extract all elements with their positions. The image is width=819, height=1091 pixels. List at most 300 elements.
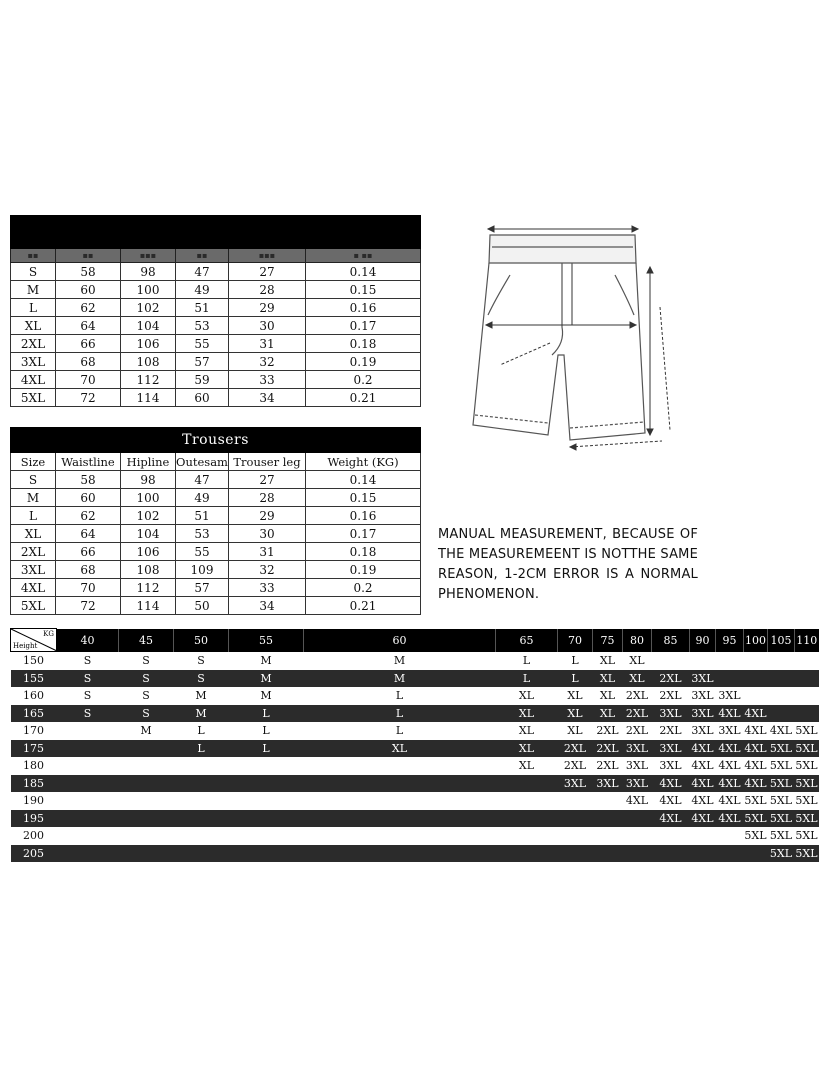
weight-header: 80 xyxy=(623,629,652,652)
size-cell: L xyxy=(558,670,593,688)
size-cell xyxy=(593,845,623,863)
table-cell: 27 xyxy=(229,263,306,281)
weight-header: 85 xyxy=(652,629,690,652)
size-cell: 3XL xyxy=(690,722,716,740)
table-cell: 0.2 xyxy=(306,579,421,597)
table-row xyxy=(11,705,819,723)
table-cell: 0.18 xyxy=(306,335,421,353)
table-cell: S xyxy=(11,471,56,489)
height-cell: 170 xyxy=(11,722,57,740)
table-cell: 0.15 xyxy=(306,489,421,507)
size-cell xyxy=(496,845,558,863)
table-cell: 60 xyxy=(56,489,121,507)
table-cell: 0.19 xyxy=(306,353,421,371)
size-cell xyxy=(795,670,819,688)
table-cell: 104 xyxy=(121,317,176,335)
size-cell: 4XL xyxy=(652,792,690,810)
table-row xyxy=(11,281,421,299)
height-cell: 155 xyxy=(11,670,57,688)
size-cell: XL xyxy=(623,670,652,688)
size-cell: 2XL xyxy=(623,705,652,723)
weight-header: 65 xyxy=(496,629,558,652)
table-cell: 114 xyxy=(121,597,176,615)
table-cell: 0.16 xyxy=(306,299,421,317)
size-cell xyxy=(57,827,119,845)
table-cell: 72 xyxy=(56,389,121,407)
table-cell: 70 xyxy=(56,579,121,597)
table-band xyxy=(11,216,421,249)
table-row xyxy=(11,722,819,740)
table-cell: 0.19 xyxy=(306,561,421,579)
size-cell xyxy=(174,810,229,828)
table-cell: 100 xyxy=(121,489,176,507)
size-cell: 4XL xyxy=(690,740,716,758)
table-title: Trousers xyxy=(11,428,421,453)
size-cell xyxy=(744,652,768,670)
table-title-row xyxy=(11,428,421,453)
table-cell: 5XL xyxy=(11,597,56,615)
table-row xyxy=(11,371,421,389)
size-cell: S xyxy=(57,652,119,670)
size-cell xyxy=(57,792,119,810)
table-cell: 51 xyxy=(176,507,229,525)
size-cell: M xyxy=(174,687,229,705)
table-row xyxy=(11,561,421,579)
size-cell: 4XL xyxy=(690,775,716,793)
weight-header: 60 xyxy=(304,629,496,652)
size-cell: 5XL xyxy=(795,827,819,845)
table-cell: 68 xyxy=(56,353,121,371)
table-cell: 28 xyxy=(229,489,306,507)
weight-header: 90 xyxy=(690,629,716,652)
size-cell: 3XL xyxy=(690,670,716,688)
size-cell: 4XL xyxy=(768,722,795,740)
size-cell xyxy=(229,792,304,810)
table-cell: 58 xyxy=(56,263,121,281)
size-cell: S xyxy=(174,652,229,670)
size-table-top xyxy=(10,215,421,407)
table-cell: XL xyxy=(11,525,56,543)
table-cell: 4XL xyxy=(11,579,56,597)
table-cell: 62 xyxy=(56,299,121,317)
size-cell: S xyxy=(119,670,174,688)
table-row xyxy=(11,543,421,561)
size-cell: XL xyxy=(593,687,623,705)
height-cell: 180 xyxy=(11,757,57,775)
size-cell: 4XL xyxy=(690,810,716,828)
table-cell: 109 xyxy=(176,561,229,579)
table-cell: 70 xyxy=(56,371,121,389)
size-cell xyxy=(593,827,623,845)
size-cell: 4XL xyxy=(716,792,744,810)
table-row xyxy=(11,740,819,758)
size-cell xyxy=(623,845,652,863)
size-cell xyxy=(744,670,768,688)
size-cell xyxy=(174,757,229,775)
size-cell xyxy=(496,827,558,845)
size-cell: 5XL xyxy=(795,722,819,740)
size-cell: 5XL xyxy=(795,810,819,828)
size-cell xyxy=(768,687,795,705)
size-cell xyxy=(623,810,652,828)
table-cell: 57 xyxy=(176,353,229,371)
size-cell: L xyxy=(229,740,304,758)
size-cell: 4XL xyxy=(690,792,716,810)
size-cell: 4XL xyxy=(716,705,744,723)
table-row xyxy=(11,775,819,793)
height-cell: 195 xyxy=(11,810,57,828)
size-cell: XL xyxy=(496,687,558,705)
table-header-row: ▪▪ ▪▪ ▪▪▪ ▪▪ ▪▪▪ ▪ ▪▪ xyxy=(11,249,421,263)
size-cell xyxy=(174,775,229,793)
size-cell: 5XL xyxy=(744,792,768,810)
table-cell: 0.16 xyxy=(306,507,421,525)
table-row xyxy=(11,317,421,335)
table-cell: 34 xyxy=(229,597,306,615)
size-cell: 4XL xyxy=(690,757,716,775)
size-cell xyxy=(174,845,229,863)
height-cell: 190 xyxy=(11,792,57,810)
size-cell: XL xyxy=(593,705,623,723)
size-cell: XL xyxy=(558,705,593,723)
size-cell: 4XL xyxy=(716,757,744,775)
size-cell xyxy=(229,775,304,793)
table-cell: 66 xyxy=(56,335,121,353)
size-cell xyxy=(229,845,304,863)
table-header-row xyxy=(11,629,819,652)
size-cell: 2XL xyxy=(593,740,623,758)
table-cell: 112 xyxy=(121,579,176,597)
trousers-size-table xyxy=(10,427,421,615)
size-cell: 4XL xyxy=(744,757,768,775)
size-cell: 4XL xyxy=(716,810,744,828)
shorts-measurement-diagram xyxy=(440,215,785,510)
height-cell: 160 xyxy=(11,687,57,705)
size-cell: 5XL xyxy=(795,757,819,775)
height-cell: 150 xyxy=(11,652,57,670)
size-cell: 4XL xyxy=(652,775,690,793)
weight-header: 105 xyxy=(768,629,795,652)
table-cell: 32 xyxy=(229,353,306,371)
table-cell: 53 xyxy=(176,525,229,543)
height-cell: 205 xyxy=(11,845,57,863)
table-row xyxy=(11,757,819,775)
size-cell: 2XL xyxy=(623,722,652,740)
table-cell: 0.21 xyxy=(306,389,421,407)
size-cell: 4XL xyxy=(744,705,768,723)
table-cell: 2XL xyxy=(11,335,56,353)
size-cell xyxy=(558,827,593,845)
size-cell: M xyxy=(174,705,229,723)
table-cell: 57 xyxy=(176,579,229,597)
size-cell: 5XL xyxy=(795,775,819,793)
size-cell: 3XL xyxy=(690,705,716,723)
size-cell: 4XL xyxy=(623,792,652,810)
size-cell xyxy=(716,827,744,845)
table-cell: 31 xyxy=(229,543,306,561)
table-cell: 51 xyxy=(176,299,229,317)
size-cell: 2XL xyxy=(558,757,593,775)
size-cell: L xyxy=(174,722,229,740)
size-cell: XL xyxy=(593,652,623,670)
table-cell: 102 xyxy=(121,299,176,317)
size-cell xyxy=(229,810,304,828)
table-cell: L xyxy=(11,507,56,525)
size-cell: M xyxy=(304,670,496,688)
size-cell xyxy=(57,722,119,740)
size-cell: 3XL xyxy=(623,740,652,758)
size-cell xyxy=(174,827,229,845)
size-cell xyxy=(119,827,174,845)
size-cell: L xyxy=(304,687,496,705)
size-cell xyxy=(119,740,174,758)
size-cell xyxy=(496,792,558,810)
column-header: Waistline xyxy=(56,453,121,471)
corner-kg-label: KG xyxy=(43,630,54,638)
size-cell: 3XL xyxy=(558,775,593,793)
size-cell: XL xyxy=(593,670,623,688)
table-cell: S xyxy=(11,263,56,281)
table-cell: 114 xyxy=(121,389,176,407)
size-cell: 5XL xyxy=(768,792,795,810)
size-cell: 3XL xyxy=(716,687,744,705)
size-cell: 5XL xyxy=(768,775,795,793)
size-cell xyxy=(57,810,119,828)
size-cell: L xyxy=(229,705,304,723)
size-cell xyxy=(690,652,716,670)
table-cell: 29 xyxy=(229,299,306,317)
table-row xyxy=(11,471,421,489)
size-cell: XL xyxy=(623,652,652,670)
measurement-note: MANUAL MEASUREMENT, BECAUSE OF THE MEASUREMEENT IS NOTTHE SAME REASON, 1-2CM ERROR IS A NORMAL PHENOMENON. xyxy=(438,527,698,602)
size-cell xyxy=(795,687,819,705)
table-cell: 0.18 xyxy=(306,543,421,561)
table-cell: 104 xyxy=(121,525,176,543)
size-cell: S xyxy=(174,670,229,688)
size-cell xyxy=(174,792,229,810)
size-cell xyxy=(229,827,304,845)
table-cell: 106 xyxy=(121,543,176,561)
height-cell: 165 xyxy=(11,705,57,723)
corner-height-label: Height xyxy=(13,642,38,650)
table-cell: 98 xyxy=(121,263,176,281)
size-cell xyxy=(229,757,304,775)
size-cell: L xyxy=(496,652,558,670)
table-cell: 0.17 xyxy=(306,317,421,335)
size-cell: 2XL xyxy=(593,757,623,775)
size-cell: XL xyxy=(496,722,558,740)
size-cell: 5XL xyxy=(744,827,768,845)
size-cell: L xyxy=(496,670,558,688)
table-row xyxy=(11,670,819,688)
size-cell xyxy=(119,810,174,828)
table-row xyxy=(11,263,421,281)
size-cell: 3XL xyxy=(690,687,716,705)
size-cell: M xyxy=(119,722,174,740)
table-row xyxy=(11,845,819,863)
weight-header: 70 xyxy=(558,629,593,652)
table-row xyxy=(11,299,421,317)
column-header: Trouser leg xyxy=(229,453,306,471)
size-cell xyxy=(716,652,744,670)
table-row xyxy=(11,827,819,845)
size-cell: 2XL xyxy=(623,687,652,705)
table-row xyxy=(11,810,819,828)
table-cell: 0.21 xyxy=(306,597,421,615)
size-cell: S xyxy=(57,670,119,688)
height-cell: 200 xyxy=(11,827,57,845)
size-cell: XL xyxy=(558,722,593,740)
size-cell: 2XL xyxy=(593,722,623,740)
table-row xyxy=(11,597,421,615)
size-cell: 5XL xyxy=(744,810,768,828)
size-cell: 4XL xyxy=(716,740,744,758)
table-cell: M xyxy=(11,489,56,507)
table-cell: 50 xyxy=(176,597,229,615)
size-cell xyxy=(496,810,558,828)
size-cell xyxy=(593,810,623,828)
table-cell: 49 xyxy=(176,489,229,507)
corner-cell xyxy=(11,629,57,652)
size-cell xyxy=(119,792,174,810)
size-cell xyxy=(119,757,174,775)
size-cell: 5XL xyxy=(768,740,795,758)
table-cell: 32 xyxy=(229,561,306,579)
table-cell: 0.14 xyxy=(306,471,421,489)
table-cell: 4XL xyxy=(11,371,56,389)
size-cell: 2XL xyxy=(558,740,593,758)
size-cell xyxy=(593,792,623,810)
size-cell: 3XL xyxy=(652,705,690,723)
table-cell: 0.15 xyxy=(306,281,421,299)
size-cell: 3XL xyxy=(652,740,690,758)
size-cell xyxy=(795,705,819,723)
size-cell xyxy=(304,810,496,828)
table-cell: 33 xyxy=(229,579,306,597)
table-cell: 62 xyxy=(56,507,121,525)
table-row xyxy=(11,489,421,507)
table-row xyxy=(11,687,819,705)
table-cell: 3XL xyxy=(11,561,56,579)
table-cell: 60 xyxy=(56,281,121,299)
size-cell xyxy=(119,775,174,793)
table-cell: 30 xyxy=(229,317,306,335)
size-cell xyxy=(57,740,119,758)
size-cell: 5XL xyxy=(768,757,795,775)
table-cell: 102 xyxy=(121,507,176,525)
size-cell: M xyxy=(229,670,304,688)
table-row xyxy=(11,507,421,525)
size-cell xyxy=(716,845,744,863)
size-cell xyxy=(795,652,819,670)
weight-header: 100 xyxy=(744,629,768,652)
size-cell: 5XL xyxy=(795,845,819,863)
size-cell: 2XL xyxy=(652,722,690,740)
height-cell: 175 xyxy=(11,740,57,758)
table-cell: 64 xyxy=(56,525,121,543)
size-cell xyxy=(744,845,768,863)
table-row xyxy=(11,353,421,371)
column-header: Outesam xyxy=(176,454,228,469)
height-weight-size-chart xyxy=(10,628,819,862)
size-cell xyxy=(716,670,744,688)
weight-header: 95 xyxy=(716,629,744,652)
table-row xyxy=(11,389,421,407)
size-cell: M xyxy=(229,687,304,705)
table-cell: 34 xyxy=(229,389,306,407)
table-cell: 47 xyxy=(176,471,229,489)
table-cell: 0.17 xyxy=(306,525,421,543)
size-cell xyxy=(119,845,174,863)
table-cell: 68 xyxy=(56,561,121,579)
column-header: Size xyxy=(11,453,56,471)
table-cell: XL xyxy=(11,317,56,335)
table-cell: 58 xyxy=(56,471,121,489)
size-cell: 4XL xyxy=(744,722,768,740)
size-cell: L xyxy=(304,705,496,723)
size-cell xyxy=(558,792,593,810)
table-cell: 55 xyxy=(176,335,229,353)
table-cell: 53 xyxy=(176,317,229,335)
size-cell xyxy=(652,827,690,845)
size-cell: 5XL xyxy=(768,810,795,828)
weight-header: 55 xyxy=(229,629,304,652)
table-cell: 49 xyxy=(176,281,229,299)
size-cell: XL xyxy=(558,687,593,705)
size-cell: 4XL xyxy=(744,740,768,758)
size-cell: 2XL xyxy=(652,670,690,688)
table-cell: 47 xyxy=(176,263,229,281)
table-cell: 33 xyxy=(229,371,306,389)
size-cell xyxy=(768,652,795,670)
weight-header: 40 xyxy=(57,629,119,652)
size-cell xyxy=(558,845,593,863)
table-cell: 0.2 xyxy=(306,371,421,389)
size-cell xyxy=(57,757,119,775)
table-row xyxy=(11,579,421,597)
size-cell xyxy=(304,792,496,810)
table-cell: 66 xyxy=(56,543,121,561)
table-cell: 64 xyxy=(56,317,121,335)
size-cell xyxy=(558,810,593,828)
size-cell: L xyxy=(558,652,593,670)
size-cell xyxy=(744,687,768,705)
size-cell: L xyxy=(174,740,229,758)
size-cell: 2XL xyxy=(652,687,690,705)
size-cell: S xyxy=(57,705,119,723)
size-cell: 3XL xyxy=(593,775,623,793)
size-cell: 4XL xyxy=(716,775,744,793)
size-cell xyxy=(57,845,119,863)
size-cell: 3XL xyxy=(623,775,652,793)
table-cell: 31 xyxy=(229,335,306,353)
table-cell: 27 xyxy=(229,471,306,489)
size-cell xyxy=(652,652,690,670)
size-cell xyxy=(768,670,795,688)
table-cell: 0.14 xyxy=(306,263,421,281)
size-cell xyxy=(304,757,496,775)
table-row xyxy=(11,335,421,353)
size-cell xyxy=(304,775,496,793)
weight-header: 45 xyxy=(119,629,174,652)
table-row xyxy=(11,792,819,810)
size-cell: S xyxy=(119,652,174,670)
table-cell: 100 xyxy=(121,281,176,299)
column-header: Weight (KG) xyxy=(306,453,421,471)
table-cell: 112 xyxy=(121,371,176,389)
table-cell: 55 xyxy=(176,543,229,561)
size-cell: M xyxy=(229,652,304,670)
